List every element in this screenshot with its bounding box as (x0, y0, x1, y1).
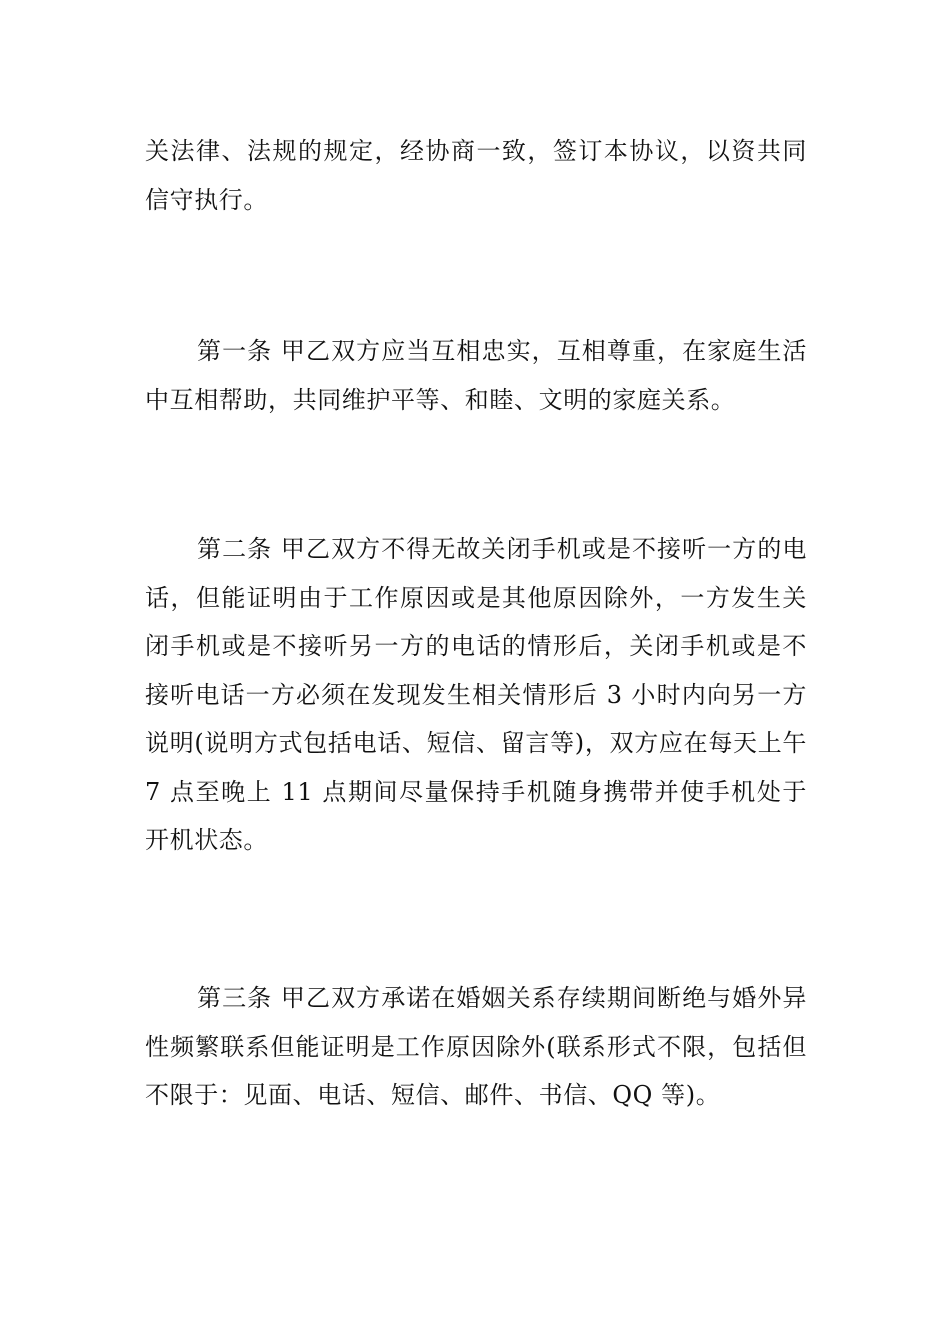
paragraph-preamble-continuation: 关法律、法规的规定，经协商一致，签订本协议，以资共同信守执行。 (145, 137, 807, 214)
paragraph-article-1: 第一条 甲乙双方应当互相忠实，互相尊重，在家庭生活中互相帮助，共同维护平等、和睦、文明的家庭关系。 (145, 337, 807, 414)
paragraph-article-2: 第二条 甲乙双方不得无故关闭手机或是不接听一方的电话，但能证明由于工作原因或是其他原因除外，一方发生关闭手机或是不接听另一方的电话的情形后，关闭手机或是不接听电话一方必须在发现发生相关情形后 3 小时内向另一方说明(说明方式包括电话、短信、留言等)，双方应在每天上午 7 点至晚上 11 点期间尽量保持手机随身携带并使手机处于开机状态。 (145, 535, 807, 854)
paragraph-article-3: 第三条 甲乙双方承诺在婚姻关系存续期间断绝与婚外异性频繁联系但能证明是工作原因除外(联系形式不限，包括但不限于：见面、电话、短信、邮件、书信、QQ 等)。 (145, 984, 807, 1109)
